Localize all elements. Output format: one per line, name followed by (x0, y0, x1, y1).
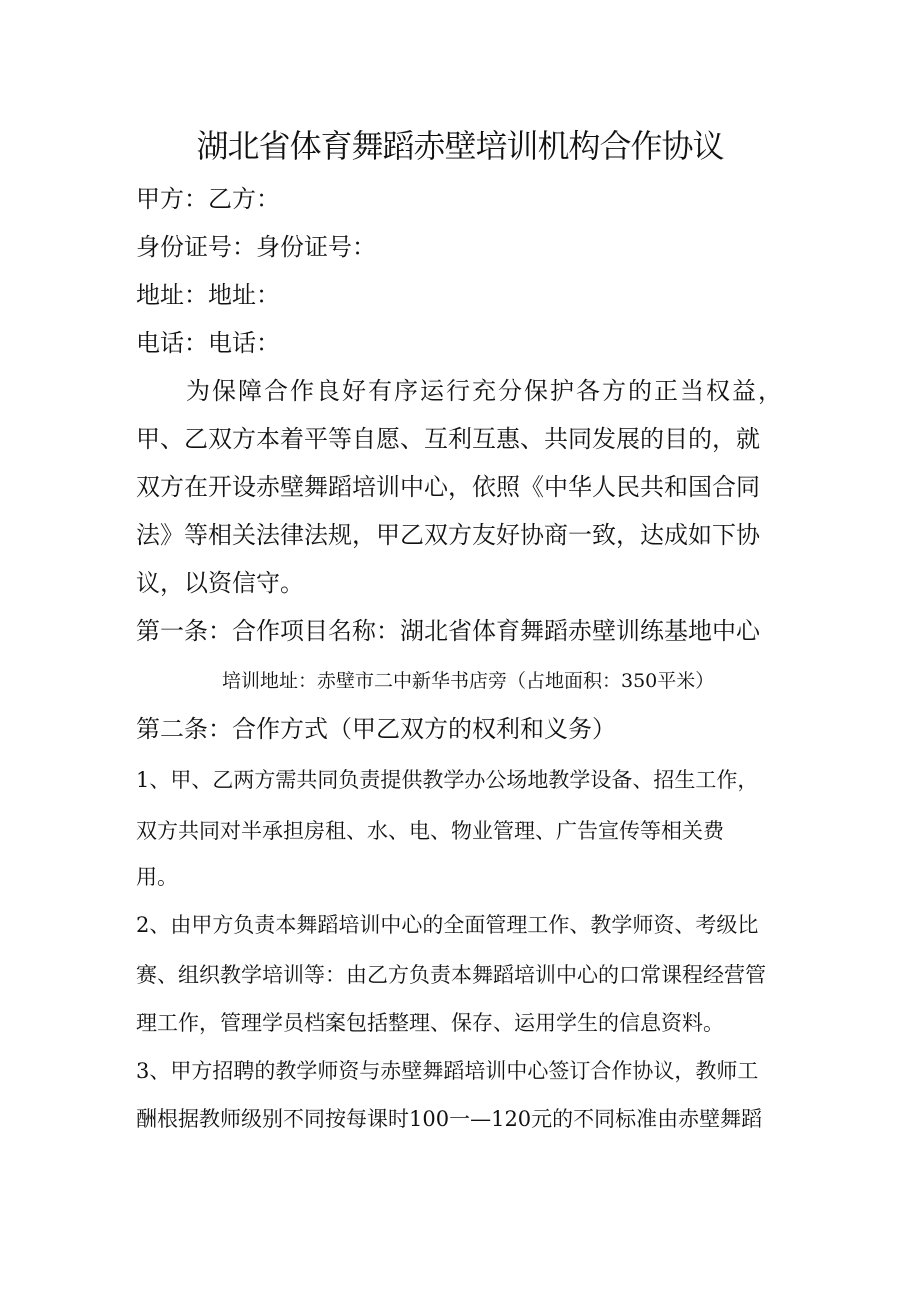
party-address-line: 地址：地址： (136, 281, 280, 309)
training-address: 培训地址：赤壁市二中新华书店旁（占地面积：350平米） (222, 670, 715, 692)
preamble-line: 法》等相关法律法规，甲乙双方友好协商一致，达成如下协 (136, 521, 760, 549)
preamble-line: 甲、乙双方本着平等自愿、互利互惠、共同发展的目的，就 (136, 425, 760, 453)
clause2-line: 赛、组织教学培训等：由乙方负责本舞蹈培训中心的口常课程经营管 (136, 963, 766, 987)
preamble-line: 双方在开设赤壁舞蹈培训中心，依照《中华人民共和国合同 (136, 473, 760, 501)
party-names-line: 甲方：乙方： (136, 185, 280, 213)
clause2-line: 理工作，管理学员档案包括整理、保存、运用学生的信息资料。 (136, 1011, 724, 1035)
clause1-line: 用。 (136, 865, 178, 889)
party-phone-line: 电话：电话： (136, 329, 280, 357)
document-title: 湖北省体育舞蹈赤壁培训机构合作协议 (196, 127, 724, 165)
clause1-line: 双方共同对半承担房租、水、电、物业管理、广告宣传等相关费 (136, 819, 724, 843)
clause1-line: 1、甲、乙两方需共同负责提供教学办公场地教学设备、招生工作， (136, 768, 759, 792)
preamble-line: 议，以资信守。 (136, 569, 304, 597)
article1-heading: 第一条：合作项目名称：湖北省体育舞蹈赤壁训练基地中心 (136, 617, 760, 645)
clause3-line: 酬根据教师级别不同按每课时100一—120元的不同标准由赤壁舞蹈 (136, 1107, 763, 1131)
clause2-line: 2、由甲方负责本舞蹈培训中心的全面管理工作、教学师资、考级比 (136, 913, 759, 937)
preamble-line: 为保障合作良好有序运行充分保护各方的正当权益， (186, 377, 784, 405)
article2-heading: 第二条：合作方式（甲乙双方的权利和义务） (136, 715, 616, 743)
party-id-line: 身份证号：身份证号： (136, 233, 376, 261)
clause3-line: 3、甲方招聘的教学师资与赤壁舞蹈培训中心签订合作协议，教师工 (136, 1059, 759, 1083)
